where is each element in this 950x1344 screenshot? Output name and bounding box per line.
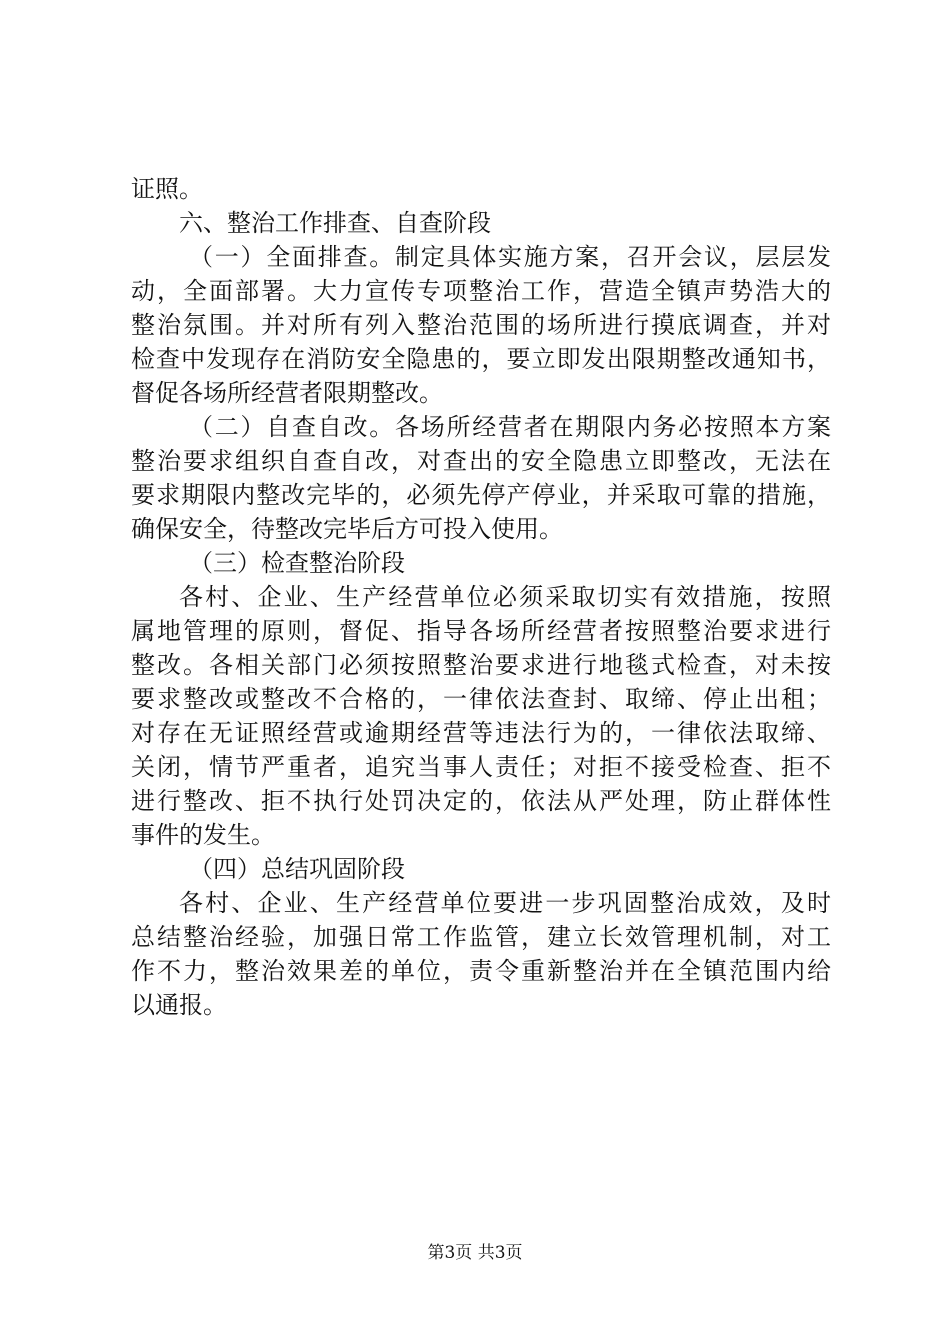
text-line: 要求整改或整改不合格的，一律依法查封、取缔、停止出租； (131, 685, 831, 713)
text-line: 关闭，情节严重者，追究当事人责任；对拒不接受检查、拒不 (131, 753, 831, 781)
section-heading: 六、整治工作排查、自查阶段 (179, 209, 491, 237)
text-line: 整治氛围。并对所有列入整治范围的场所进行摸底调查，并对 (131, 311, 831, 339)
text-line: 各村、企业、生产经营单位要进一步巩固整治成效，及时 (179, 889, 831, 917)
text-line: 确保安全，待整改完毕后方可投入使用。 (131, 515, 563, 543)
text-line: 整治要求组织自查自改，对查出的安全隐患立即整改，无法在 (131, 447, 831, 475)
subsection-heading: （三）检查整治阶段 (189, 549, 405, 577)
text-line: （二）自查自改。各场所经营者在期限内务必按照本方案 (189, 413, 831, 441)
text-line: 事件的发生。 (131, 821, 275, 849)
text-line: 各村、企业、生产经营单位必须采取切实有效措施，按照 (179, 583, 831, 611)
text-line: 督促各场所经营者限期整改。 (131, 379, 443, 407)
text-line: 对存在无证照经营或逾期经营等违法行为的，一律依法取缔、 (131, 719, 831, 747)
page-number-footer: 第3页 共3页 (427, 1243, 523, 1263)
text-line: 整改。各相关部门必须按照整治要求进行地毯式检查，对未按 (131, 651, 831, 679)
text-line: 要求期限内整改完毕的，必须先停产停业，并采取可靠的措施， (131, 481, 831, 509)
text-line: 证照。 (131, 175, 203, 203)
subsection-heading: （四）总结巩固阶段 (189, 855, 405, 883)
text-line: 以通报。 (131, 991, 227, 1019)
text-line: 总结整治经验，加强日常工作监管，建立长效管理机制，对工 (131, 923, 831, 951)
text-line: 作不力，整治效果差的单位，责令重新整治并在全镇范围内给 (131, 957, 831, 985)
text-line: 检查中发现存在消防安全隐患的，要立即发出限期整改通知书， (131, 345, 831, 373)
document-body (131, 172, 831, 1022)
text-line: 动，全面部署。大力宣传专项整治工作，营造全镇声势浩大的 (131, 277, 831, 305)
text-line: 进行整改、拒不执行处罚决定的，依法从严处理，防止群体性 (131, 787, 831, 815)
text-line: 属地管理的原则，督促、指导各场所经营者按照整治要求进行 (131, 617, 831, 645)
text-line: （一）全面排查。制定具体实施方案，召开会议，层层发 (189, 243, 831, 271)
